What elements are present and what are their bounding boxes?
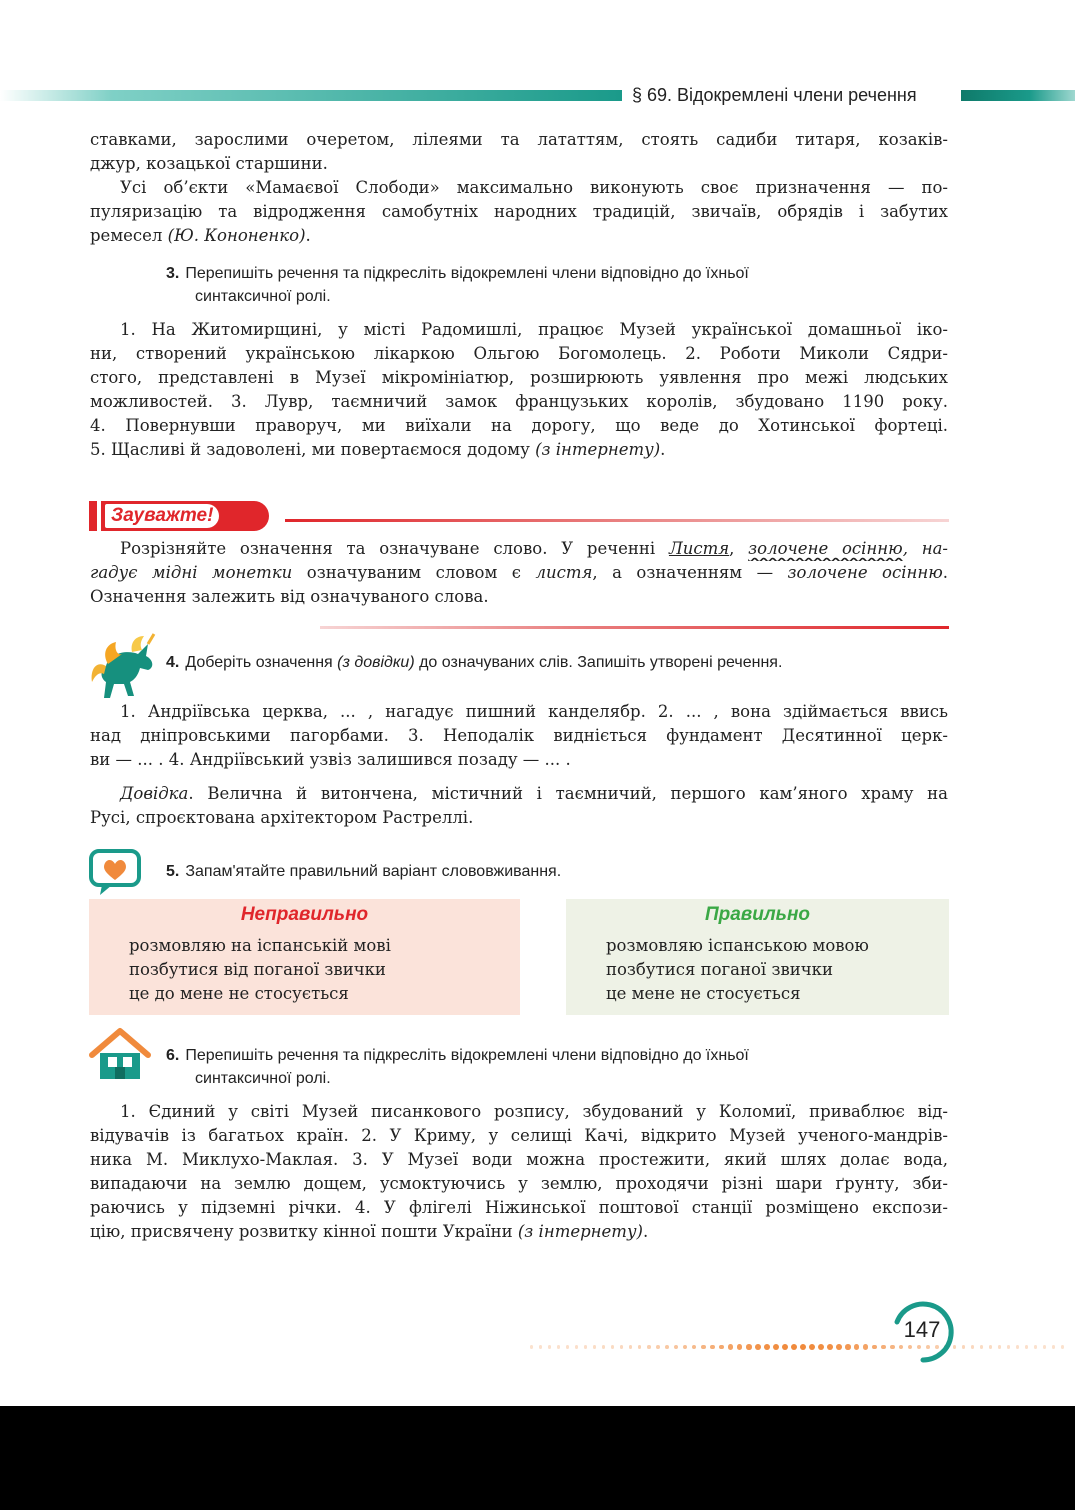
task-3-instruction: 3. Перепишіть речення та підкресліть відокремлені члени відповідно до їхньої bbox=[166, 265, 749, 282]
note-line: Означення залежить від означуваного слова. bbox=[90, 587, 489, 606]
intro-line: ремесел (Ю. Кононенко). bbox=[90, 226, 311, 245]
footer-dot bbox=[710, 1345, 715, 1350]
footer-dot bbox=[962, 1345, 965, 1348]
task-6-text-line: відувачів із багатьох країн. 2. У Криму, у селищі Качі, відкрито Музей ученого-мандрів- bbox=[90, 1126, 948, 1145]
task-6-text-line: цію, присвячену розвитку кінної пошти України (з інтернету). bbox=[90, 1222, 649, 1241]
intro-line: джур, козацької старшини. bbox=[90, 154, 328, 173]
task-4-text-line: над дніпровськими пагорбами. 3. Неподалік видніється фундамент Десятинної церк- bbox=[90, 726, 948, 745]
footer-dot bbox=[1025, 1345, 1028, 1348]
intro-line: пуляризацію та відродження самобутніх народних традицій, звичаїв, обрядів і забутих bbox=[90, 202, 948, 221]
task-6-instruction-cont: синтаксичної ролі. bbox=[195, 1070, 331, 1087]
header-right-bar bbox=[961, 90, 1075, 101]
footer-dot bbox=[674, 1345, 678, 1349]
task-4-instruction: 4. Доберіть означення (з довідки) до означуваних слів. Запишіть утворені речення. bbox=[166, 654, 783, 671]
footer-dot bbox=[800, 1344, 806, 1350]
task-6-text-line: випадаючи на землю дощем, усмоктуючись у землю, проходячи різні шари ґрунту, зби- bbox=[90, 1174, 948, 1193]
footer-dot bbox=[764, 1344, 770, 1350]
footer-dot bbox=[1034, 1345, 1037, 1348]
task-6-instruction: 6. Перепишіть речення та підкресліть відокремлені члени відповідно до їхньої bbox=[166, 1047, 749, 1064]
footer-dot bbox=[665, 1345, 669, 1349]
hint-label: Довідка bbox=[120, 784, 189, 803]
footer-dot bbox=[737, 1344, 742, 1349]
task-number: 4. bbox=[166, 654, 180, 671]
wrong-usage-item: позбутися від поганої звички bbox=[129, 960, 386, 979]
footer-dot bbox=[845, 1344, 851, 1350]
footer-dot bbox=[980, 1345, 983, 1348]
task-number: 5. bbox=[166, 863, 180, 880]
page-number: 147 bbox=[903, 1317, 941, 1342]
wrong-usage-box bbox=[89, 899, 520, 1015]
task-6-text-line: ника М. Миклухо-Маклая. 3. У Музеї води можна простежити, який шлях долає вода, bbox=[90, 1150, 948, 1169]
task-4-hint-line: Русі, спроєктована архітектором Растреллі. bbox=[90, 808, 474, 827]
task-3-instruction-cont: синтаксичної ролі. bbox=[195, 288, 331, 305]
heart-chat-icon bbox=[88, 848, 142, 898]
note-line: гадує мідні монетки означуваним словом є листя, а означенням — золочене осінню. bbox=[90, 563, 948, 582]
footer-dot bbox=[782, 1344, 788, 1350]
house-icon bbox=[88, 1027, 152, 1083]
note-divider-bottom bbox=[320, 626, 949, 629]
task-3-text-line: можливостей. 3. Лувр, таємничий замок французьких королів, збудовано 1190 року. bbox=[90, 392, 948, 411]
footer-dot bbox=[1043, 1345, 1046, 1348]
correct-usage-item: розмовляю іспанською мовою bbox=[606, 936, 869, 955]
footer-dot bbox=[1052, 1345, 1055, 1348]
footer-dot bbox=[548, 1345, 551, 1348]
footer-dot bbox=[530, 1345, 533, 1348]
note-divider-top bbox=[285, 519, 949, 522]
task-3-text-line: 4. Повернувши праворуч, ми виїхали на дорогу, що веде до Хотинської фортеці. bbox=[90, 416, 948, 435]
footer-dot bbox=[836, 1344, 842, 1350]
footer-dot bbox=[863, 1344, 868, 1349]
task-4-hint-line: Довідка. Велична й витончена, містичний і таємничий, першого кам’яного храму на bbox=[120, 784, 948, 803]
correct-usage-item: це мене не стосується bbox=[606, 984, 801, 1003]
section-title: § 69. Відокремлені члени речення bbox=[632, 85, 917, 105]
task-4-text-line: 1. Андріївська церква, ... , нагадує пишний канделябр. 2. ... , вона здіймається ввись bbox=[120, 702, 948, 721]
footer-dot bbox=[854, 1344, 859, 1349]
note-line: Розрізняйте означення та означуване слово. У реченні Листя, золочене осінню, на- bbox=[120, 539, 948, 558]
footer-dot bbox=[791, 1344, 797, 1350]
footer-dot bbox=[611, 1345, 614, 1348]
footer-dot bbox=[656, 1345, 660, 1349]
footer-dotted-line bbox=[530, 1343, 1075, 1351]
footer-dot bbox=[719, 1345, 724, 1350]
source-citation: (з інтернету) bbox=[535, 440, 661, 459]
footer-dot bbox=[692, 1345, 696, 1349]
task-4-text-line: ви — ... . 4. Андріївський узвіз залишився позаду — ... . bbox=[90, 750, 571, 769]
header-left-bar bbox=[0, 90, 622, 101]
footer-dot bbox=[998, 1345, 1001, 1348]
footer-dot bbox=[872, 1345, 877, 1350]
footer-dot bbox=[989, 1345, 992, 1348]
footer-dot bbox=[638, 1345, 641, 1348]
intro-line: ставками, зарослими очеретом, лілеями та лататтям, стоять садиби титаря, козаків- bbox=[90, 130, 948, 149]
note-badge bbox=[89, 501, 279, 531]
correct-usage-box bbox=[566, 899, 949, 1015]
footer-dot bbox=[1007, 1345, 1010, 1348]
footer-dot bbox=[557, 1345, 560, 1348]
footer-dot bbox=[629, 1345, 632, 1348]
source-citation: (Ю. Кононенко) bbox=[167, 226, 306, 245]
footer-dot bbox=[647, 1345, 651, 1349]
intro-line: Усі об’єкти «Мамаєвої Слободи» максимально виконують своє призначення — по- bbox=[120, 178, 948, 197]
footer-dot bbox=[584, 1345, 587, 1348]
footer-dot bbox=[827, 1344, 833, 1350]
task-number: 6. bbox=[166, 1047, 180, 1064]
task-3-text-line: стого, представлені в Музеї мікромініатюр, розширюють уявлення про межі людських bbox=[90, 368, 948, 387]
footer-dot bbox=[755, 1344, 761, 1350]
footer-dot bbox=[1016, 1345, 1019, 1348]
footer-dot bbox=[701, 1345, 706, 1350]
footer-dot bbox=[809, 1344, 815, 1350]
note-subject-word: Листя bbox=[668, 539, 730, 558]
task-5-instruction: 5. Запам'ятайте правильний варіант слововживання. bbox=[166, 863, 562, 880]
footer-dot bbox=[566, 1345, 569, 1348]
footer-dot bbox=[593, 1345, 596, 1348]
footer-dot bbox=[575, 1345, 578, 1348]
note-attribute-phrase: золочене осінню bbox=[748, 539, 903, 558]
wrong-usage-item: розмовляю на іспанській мові bbox=[129, 936, 391, 955]
correct-usage-item: позбутися поганої звички bbox=[606, 960, 833, 979]
note-badge-label: Зауважте! bbox=[105, 504, 219, 528]
footer-dot bbox=[746, 1344, 752, 1350]
task-3-text-line: ни, створений українською лікаркою Ольгою Богомолець. 2. Роботи Миколи Сядри- bbox=[90, 344, 948, 363]
task-6-text-line: раючись у підземні річки. 4. У флігелі Ніжинської поштової станції розміщено експози- bbox=[90, 1198, 948, 1217]
footer-dot bbox=[602, 1345, 605, 1348]
footer-dot bbox=[620, 1345, 623, 1348]
footer-dot bbox=[818, 1344, 824, 1350]
wrong-usage-title: Неправильно bbox=[240, 904, 369, 925]
footer-dot bbox=[773, 1344, 779, 1350]
footer-dot bbox=[1061, 1345, 1064, 1348]
footer-dot bbox=[683, 1345, 687, 1349]
correct-usage-title: Правильно bbox=[704, 904, 811, 925]
footer-dot bbox=[728, 1344, 733, 1349]
footer-dot bbox=[971, 1345, 974, 1348]
footer-dot bbox=[539, 1345, 542, 1348]
source-citation: (з інтернету) bbox=[517, 1222, 643, 1241]
task-number: 3. bbox=[166, 265, 180, 282]
wrong-usage-item: це до мене не стосується bbox=[129, 984, 349, 1003]
task-3-text-line: 5. Щасливі й задоволені, ми повертаємося додому (з інтернету). bbox=[90, 440, 666, 459]
task-3-text-line: 1. На Житомирщині, у місті Радомишлі, працює Музей української домашньої іко- bbox=[120, 320, 948, 339]
unicorn-icon bbox=[88, 630, 160, 708]
task-6-text-line: 1. Єдиний у світі Музей писанкового розпису, збудований у Коломиї, приваблює від- bbox=[120, 1102, 948, 1121]
footer-dot bbox=[881, 1345, 886, 1350]
